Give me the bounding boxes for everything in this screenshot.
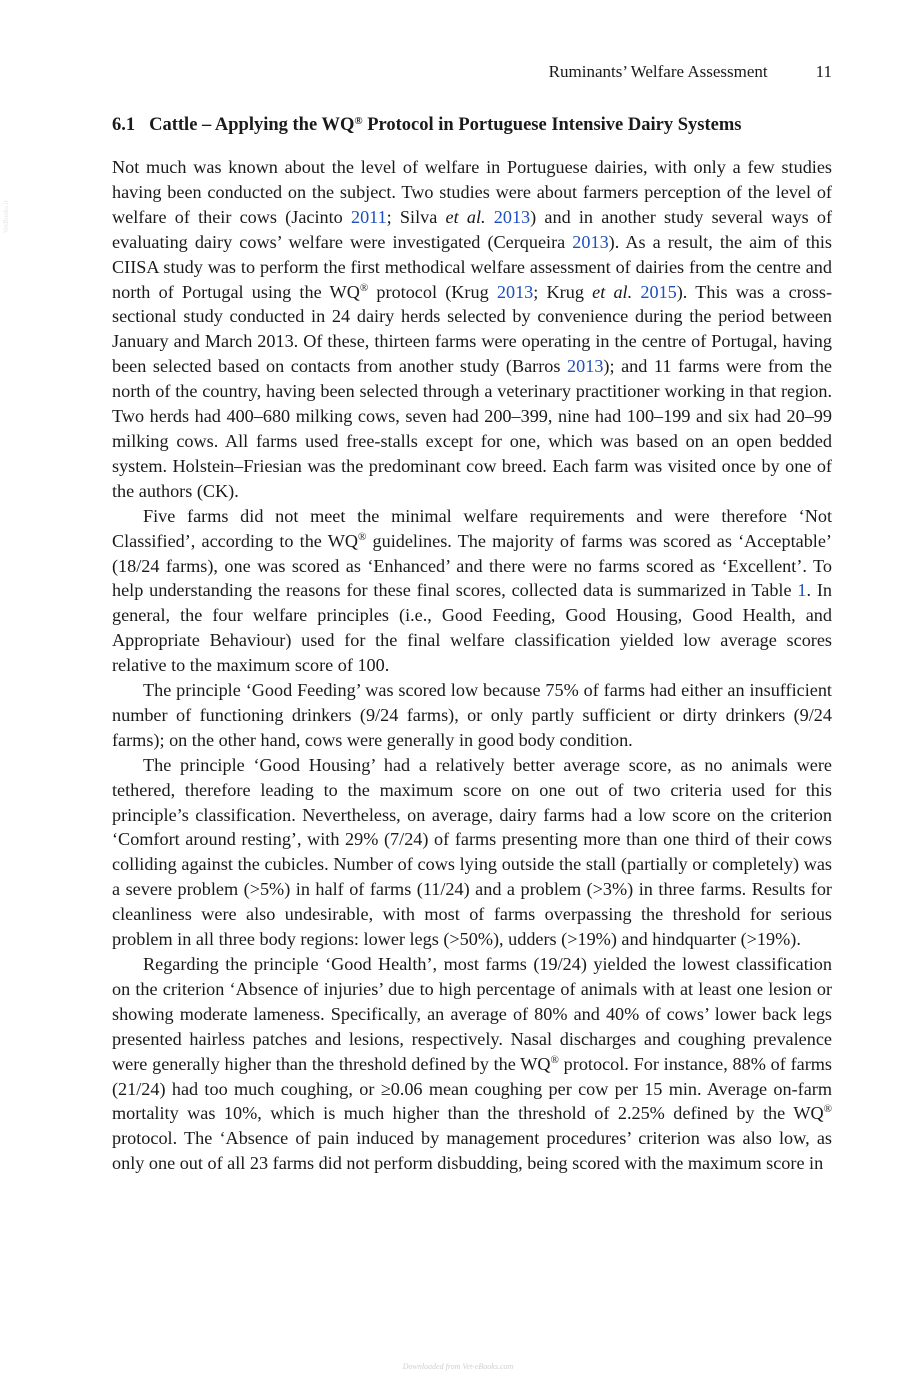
text-run: ) and in another study several ways of evaluating dairy cows’ welfare were investigated (Cerqueira: [112, 206, 832, 252]
table-reference-link[interactable]: 1: [797, 580, 807, 601]
et-al: et al.: [592, 281, 633, 302]
citation-link[interactable]: 2013: [493, 206, 531, 227]
registered-mark: ®: [358, 530, 367, 543]
running-head-title: Ruminants’ Welfare Assessment: [548, 62, 768, 81]
download-footer: Downloaded from Vet-eBooks.com: [402, 1362, 514, 1371]
section-heading: [112, 113, 832, 137]
citation-link[interactable]: 2015: [640, 281, 677, 302]
text-run: [486, 207, 494, 227]
running-head: [112, 61, 832, 83]
paragraph-2: [112, 504, 832, 678]
registered-mark: ®: [550, 1053, 559, 1066]
text-run: ; Krug: [533, 281, 593, 302]
et-al: et al.: [445, 206, 486, 227]
text-run: ). As a result, the aim of this CIISA study was to perform the first methodical welfare assessment of dairies from the centre and north of Portugal using the WQ: [112, 231, 832, 302]
text-run: ). This was a cross-sectional study conducted in 24 dairy herds selected by convenience during the period between January and March 2013. Of these, thirteen farms were operating in the centre of Portugal, having been selected based on contacts from another study (Barros: [112, 281, 832, 377]
citation-link[interactable]: 2013: [572, 231, 609, 252]
side-watermark: VetBooks.ir: [2, 200, 10, 234]
text-run: Regarding the principle ‘Good Health’, most farms (19/24) yielded the lowest classification on the criterion ‘Absence of injuries’ due to high percentage of animals with at least one lesion or showing moderate lameness. Specifically, an average of 80% and 40% of cows’ lower back legs presented hairless patches and lesions, respectively. Nasal discharges and coughing prevalence were generally higher than the threshold defined by the WQ: [112, 954, 832, 1074]
paragraph-1: [112, 155, 832, 504]
text-run: ); and 11 farms were from the north of the country, having been selected through a veterinary practitioner working in that region. Two herds had 400–680 milking cows, seven had 200–399, nine had 100–199 and six had 20–99 milking cows. All farms used free-stalls except for one, which was based on an open bedded system. Holstein–Friesian was the predominant cow breed. Each farm was visited once by one of the authors (CK).: [112, 356, 833, 501]
text-run: guidelines. The majority of farms was scored as ‘Acceptable’ (18/24 farms), one was scored as ‘Enhanced’ and there were no farms scored as ‘Excellent’. To help understanding the reasons for these final scores, collected data is summarized in Table: [112, 530, 832, 601]
citation-link[interactable]: 2013: [567, 356, 604, 377]
text-run: protocol. For instance, 88% of farms (21/24) had too much coughing, or ≥0.06 mean coughing per cow per 15 min. Average on-farm mortality was 10%, which is much higher than the threshold of 2.25% defined by the WQ: [112, 1053, 832, 1124]
text-run: protocol (Krug: [368, 281, 497, 302]
paragraph-5: [112, 952, 832, 1176]
registered-mark: ®: [354, 115, 363, 127]
section-title-part2: Protocol in Portuguese Intensive Dairy Systems: [362, 115, 742, 135]
registered-mark: ®: [359, 281, 369, 294]
section-number: 6.1: [112, 115, 136, 135]
section-title-part1: Cattle – Applying the WQ: [149, 115, 355, 135]
citation-link[interactable]: 2013: [496, 281, 534, 302]
text-run: . In general, the four welfare principles (i.e., Good Feeding, Good Housing, Good Health, and Appropriate Behaviour) used for the final welfare classification yielded low average scores relative to the maximum score of 100.: [112, 580, 833, 676]
text-run: Five farms did not meet the minimal welfare requirements and were therefore ‘Not Classified’, according to the WQ: [112, 505, 832, 551]
text-run: ; Silva: [386, 206, 446, 227]
paragraph-3: The principle ‘Good Feeding’ was scored low because 75% of farms had either an insufficient number of functioning drinkers (9/24 farms), or only partly sufficient or dirty drinkers (9/24 farms); on the other hand, cows were generally in good body condition.: [112, 680, 832, 750]
text-run: Not much was known about the level of welfare in Portuguese dairies, with only a few studies having been conducted on the subject. Two studies were about farmers perception of the level of welfare of their cows (Jacinto: [112, 157, 832, 227]
page-number: 11: [815, 62, 832, 81]
paragraph-4: The principle ‘Good Housing’ had a relatively better average score, as no animals were tethered, therefore leading to the maximum score on one out of two criteria used for this principle’s classification. Nevertheless, on average, dairy farms had a low score on the criterion ‘Comfort around resting’, with 29% (7/24) of farms presenting more than one third of their cows colliding against the cubicles. Number of cows lying outside the stall (partially or completely) was a severe problem (>5%) in half of farms (11/24) and a problem (>3%) in three farms. Results for cleanliness were also undesirable, with most of farms overpassing the threshold for serious problem in all three body regions: lower legs (>50%), udders (>19%) and hindquarter (>19%).: [112, 754, 832, 950]
citation-link[interactable]: 2011: [350, 206, 387, 227]
body-text: [112, 155, 832, 1176]
registered-mark: ®: [823, 1103, 832, 1116]
text-run: protocol. The ‘Absence of pain induced by management procedures’ criterion was also low, as only one out of all 23 farms did not perform disbudding, being scored with the maximum score in: [112, 1128, 832, 1174]
